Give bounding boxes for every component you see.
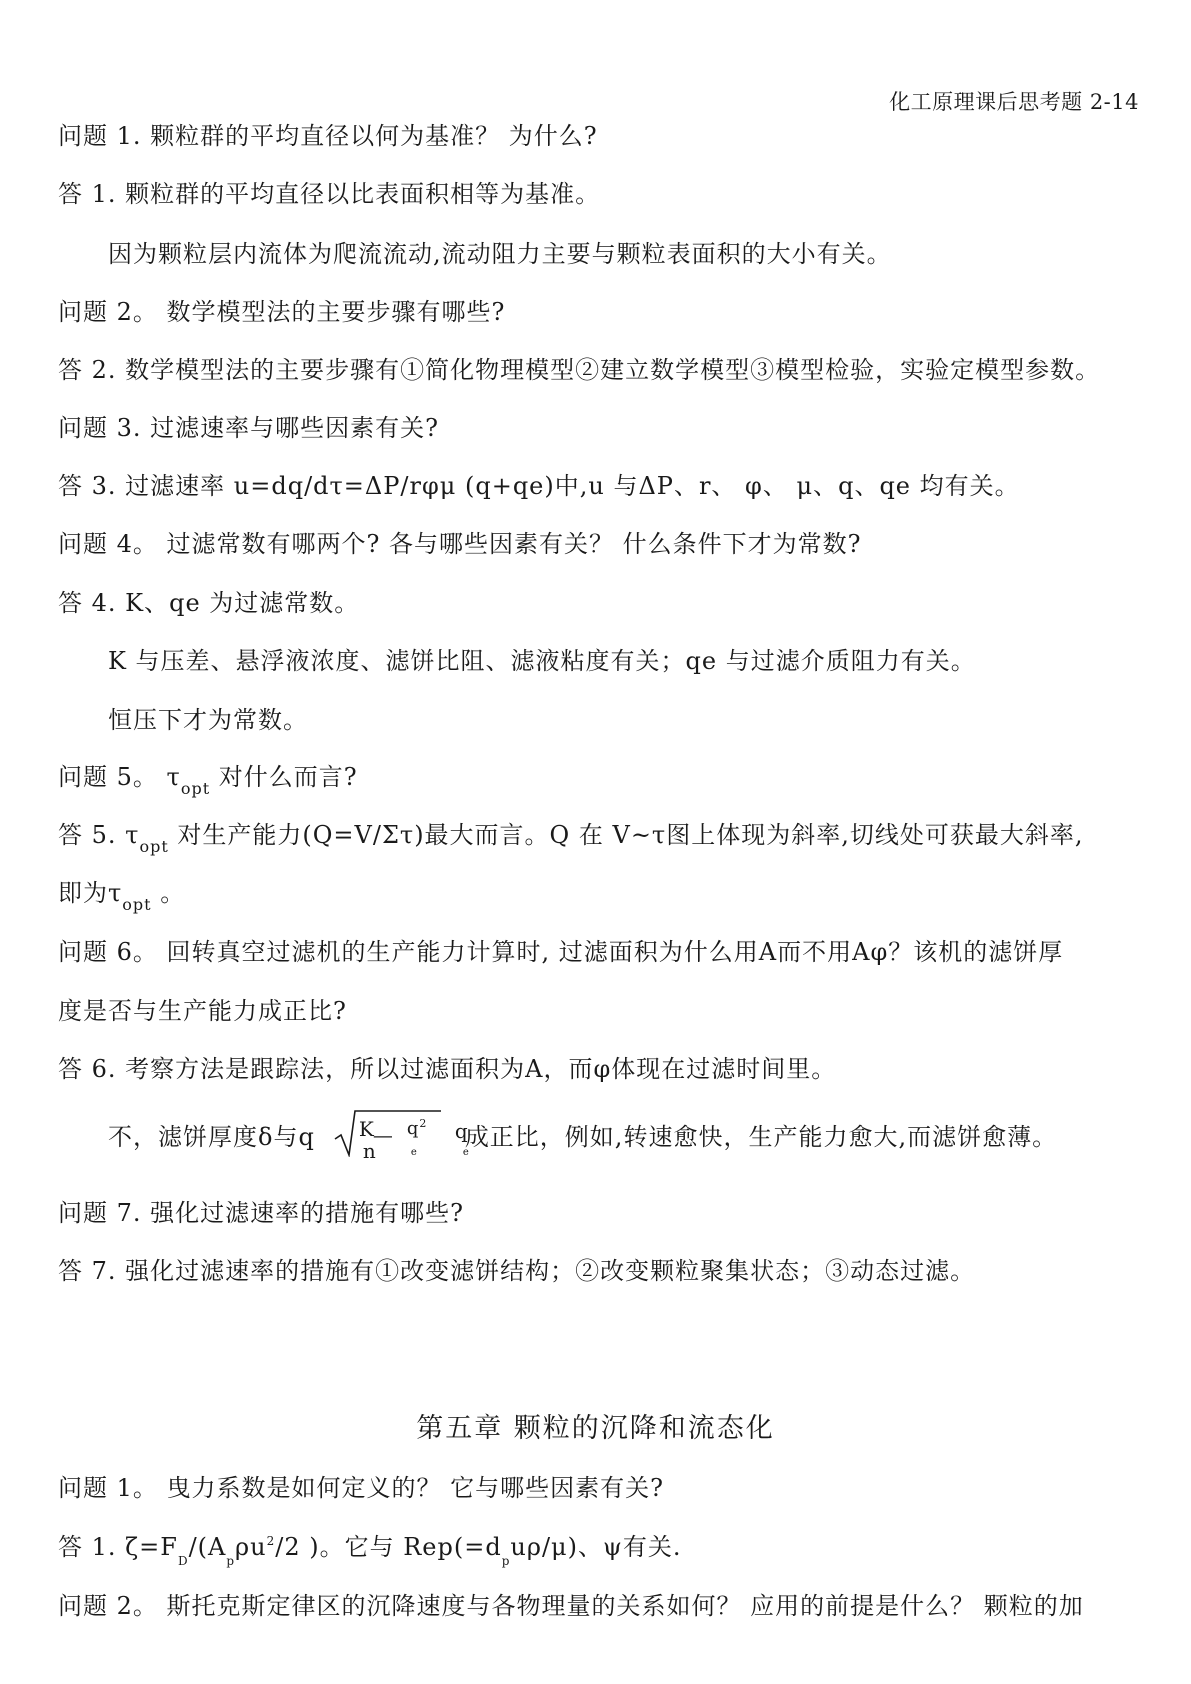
- answer-5b-text: 即为τ: [58, 879, 123, 907]
- answer-5-rest: 对生产能力(Q=V/Στ)最大而言。Q 在 V~τ图上体现为斜率,切线处可获最大斜率,: [168, 821, 1084, 849]
- chapter-title: 第五章 颗粒的沉降和流态化: [416, 1413, 775, 1444]
- answer-5-text: 答 5. τ: [58, 821, 140, 849]
- answer-3: 答 3. 过滤速率 u=dq/dτ=ΔP/rφμ (q+qe)中,u 与ΔP、r、 φ、 μ、q、qe 均有关。: [58, 472, 1020, 500]
- answer-7: 答 7. 强化过滤速率的措施有①改变滤饼结构；②改变颗粒聚集状态；③动态过滤。: [58, 1257, 976, 1285]
- question-3: 问题 3. 过滤速率与哪些因素有关?: [58, 414, 440, 442]
- sqrt-formula: [315, 1117, 470, 1163]
- question-4: 问题 4。 过滤常数有哪两个? 各与哪些因素有关？ 什么条件下才为常数?: [58, 530, 862, 558]
- answer-6: 答 6. 考察方法是跟踪法，所以过滤面积为A，而φ体现在过滤时间里。: [58, 1055, 837, 1083]
- answer-1-detail: 因为颗粒层内流体为爬流流动,流动阻力主要与颗粒表面积的大小有关。: [108, 240, 892, 268]
- formula-qe: q: [454, 1119, 469, 1143]
- question-5-text: 问题 5。 τ: [58, 763, 181, 791]
- answer-1: 答 1. 颗粒群的平均直径以比表面积相等为基准。: [58, 180, 601, 208]
- answer-5: [58, 815, 1083, 856]
- answer-4-detail: K 与压差、悬浮液浓度、滤饼比阻、滤液粘度有关；qe 与过滤介质阻力有关。: [108, 647, 976, 675]
- formula-q-squared: $q^2$: [406, 1117, 428, 1139]
- page-header: 化工原理课后思考题 2-14: [889, 90, 1139, 114]
- answer-4: 答 4. K、qe 为过滤常数。: [58, 589, 360, 617]
- answer-4-condition: 恒压下才为常数。: [108, 706, 308, 734]
- answer-6b-text: 不，滤饼厚度δ与q: [108, 1123, 315, 1151]
- question-6-continued: 度是否与生产能力成正比?: [58, 997, 347, 1025]
- question-1: 问题 1. 颗粒群的平均直径以何为基准？ 为什么?: [58, 122, 598, 150]
- question-5: [58, 757, 358, 798]
- tau-subscript: opt: [139, 837, 169, 856]
- question-7: 问题 7. 强化过滤速率的措施有哪些?: [58, 1199, 465, 1227]
- answer-5-continued: [58, 873, 185, 914]
- formula-e-subscript: e: [462, 1147, 470, 1158]
- formula-bar: —: [372, 1123, 394, 1147]
- formula-k: K: [358, 1117, 375, 1141]
- chapter5-question-1: 问题 1。 曳力系数是如何定义的？ 它与哪些因素有关?: [58, 1474, 665, 1502]
- formula-n: n: [362, 1139, 377, 1163]
- formula-e-subscript: e: [410, 1147, 418, 1158]
- answer-2: 答 2. 数学模型法的主要步骤有①简化物理模型②建立数学模型③模型检验，实验定模型参数。: [58, 356, 1101, 384]
- answer-6b-rest: 成正比，例如,转速愈快，生产能力愈大,而滤饼愈薄。: [464, 1123, 1058, 1151]
- answer-6-detail: [108, 1117, 1058, 1163]
- question-2: 问题 2。 数学模型法的主要步骤有哪些?: [58, 298, 506, 326]
- question-6: 问题 6。 回转真空过滤机的生产能力计算时, 过滤面积为什么用A而不用Aφ？该机的滤饼厚: [58, 938, 1064, 966]
- question-5-rest: 对什么而言?: [210, 763, 358, 791]
- tau-subscript: opt: [122, 895, 152, 914]
- answer-5b-rest: 。: [151, 879, 186, 907]
- tau-subscript: opt: [180, 779, 211, 798]
- chapter5-answer-1: 答 1. $\zeta=F_D/(A_p\rho u^2/2$ )。它与 $Rep(=d_pu\rho/\mu)$、ψ有关.: [58, 1533, 682, 1568]
- chapter5-question-2: 问题 2。 斯托克斯定律区的沉降速度与各物理量的关系如何？ 应用的前提是什么？ 颗粒的加: [58, 1592, 1084, 1620]
